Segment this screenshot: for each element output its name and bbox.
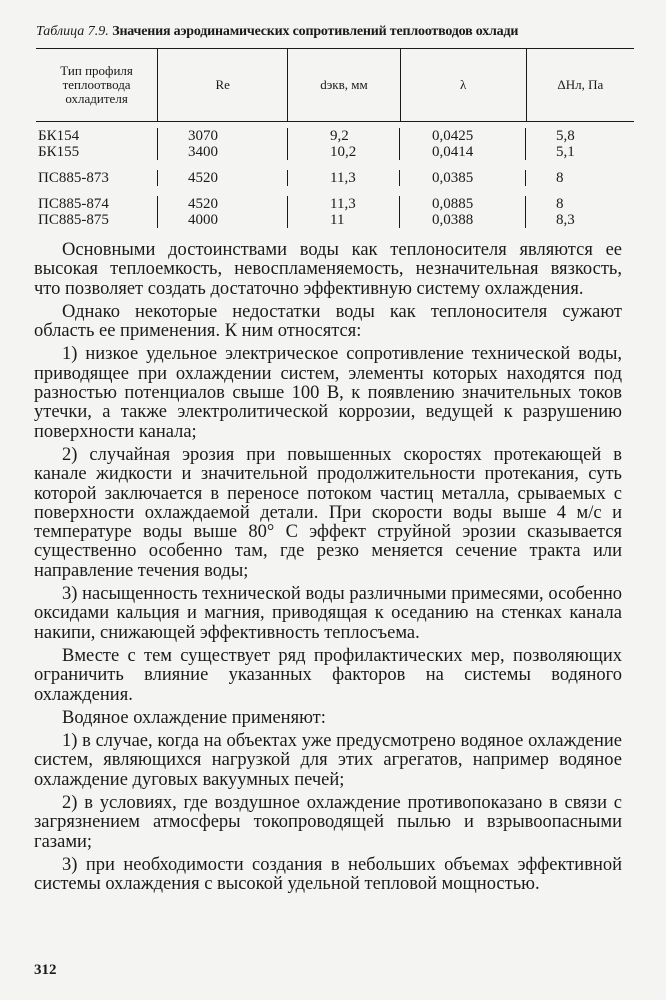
cell-re: 4520	[158, 170, 288, 186]
cell-pressure: 8	[556, 170, 564, 186]
body-text	[34, 241, 622, 899]
cell-diameter: 11,3	[288, 170, 400, 186]
table-row	[36, 160, 634, 186]
cell-profile: ПС885-873	[36, 170, 158, 186]
cell-pressure: 5,1	[556, 144, 575, 160]
cell-pressure: 8,3	[556, 212, 575, 228]
cell-diameter: 10,2	[288, 144, 400, 160]
table-caption	[36, 24, 646, 40]
table-body	[36, 122, 634, 234]
cell-profile: ПС885-875	[36, 212, 158, 228]
cell-lambda: 0,0388	[400, 212, 526, 228]
cell-lambda: 0,0414	[400, 144, 526, 160]
column-header-diameter: dэкв, мм	[288, 49, 400, 121]
cell-pressure: 8	[556, 196, 564, 212]
cell-pressure: 5,8	[556, 128, 575, 144]
paragraph: 3) насыщенность технической воды различными примесями, особенно оксидами кальция и магния, приводящая к оседанию на стенках канала накипи, снижающей эффективность теплосъема.	[34, 584, 622, 643]
data-table	[36, 48, 634, 234]
table-caption-label: Таблица 7.9.	[36, 24, 109, 39]
cell-profile: БК155	[36, 144, 158, 160]
cell-diameter: 11,3	[288, 196, 400, 212]
cell-diameter: 11	[288, 212, 400, 228]
table-caption-title: Значения аэродинамических сопротивлений теплоотводов охлади	[112, 24, 519, 39]
paragraph: 2) в условиях, где воздушное охлаждение противопоказано в связи с загрязнением атмосферы токопроводящей пылью и взрывоопасными газами;	[34, 793, 622, 852]
table-row	[36, 144, 634, 160]
column-header-profile: Тип профиля теплоотвода охладителя	[36, 49, 158, 121]
paragraph: Вместе с тем существует ряд профилактических мер, позволяющих ограничить влияние указанных факторов на системы водяного охлаждения.	[34, 645, 622, 705]
cell-re: 4520	[158, 196, 288, 212]
paragraph: 2) случайная эрозия при повышенных скоростях протекающей в канале жидкости и значительной продолжительности протекания, суть которой заключается в переносе потоком частиц металла, срываемых с поверхности охлаждаемой детали. При скорости воды выше 4 м/с и температуре воды выше 80° С эффект струйной эрозии сказывается существенно особенно там, где резко меняется сечение тракта или направление течения воды;	[34, 444, 622, 581]
cell-profile: ПС885-874	[36, 196, 158, 212]
table-row	[36, 122, 634, 144]
column-header-re: Re	[158, 49, 288, 121]
paragraph: Основными достоинствами воды как теплоносителя являются ее высокая теплоемкость, невоспламеняемость, незначительная вязкость, что позволяет создать достаточно эффективную систему охлаждения.	[34, 240, 622, 299]
cell-diameter: 9,2	[288, 128, 400, 144]
cell-re: 3400	[158, 144, 288, 160]
table-header-row	[36, 49, 634, 122]
paragraph: Водяное охлаждение применяют:	[62, 707, 326, 728]
column-header-lambda: λ	[401, 49, 527, 121]
cell-lambda: 0,0425	[400, 128, 526, 144]
cell-re: 4000	[158, 212, 288, 228]
cell-lambda: 0,0885	[400, 196, 526, 212]
paragraph: Однако некоторые недостатки воды как теплоносителя сужают область ее применения. К ним относятся:	[34, 301, 622, 342]
paragraph: 3) при необходимости создания в небольших объемах эффективной системы охлаждения с высокой удельной тепловой мощностью.	[34, 854, 622, 895]
paragraph: 1) в случае, когда на объектах уже предусмотрено водяное охлаждение систем, являющихся нагрузкой для этих агрегатов, например водяное охлаждение дуговых вакуумных печей;	[34, 731, 622, 790]
table-row	[36, 212, 634, 234]
cell-profile: БК154	[36, 128, 158, 144]
paragraph: 1) низкое удельное электрическое сопротивление технической воды, приводящее при охлаждении систем, элементы которых находятся под разностью потенциалов свыше 100 В, к появлению значительных токов утечки, а также электролитической коррозии, ведущей к разрушению поверхности канала;	[34, 344, 622, 442]
table-row	[36, 186, 634, 212]
page-number: 312	[34, 962, 57, 978]
column-header-pressure: ΔHл, Па	[557, 77, 604, 92]
cell-lambda: 0,0385	[400, 170, 526, 186]
cell-re: 3070	[158, 128, 288, 144]
